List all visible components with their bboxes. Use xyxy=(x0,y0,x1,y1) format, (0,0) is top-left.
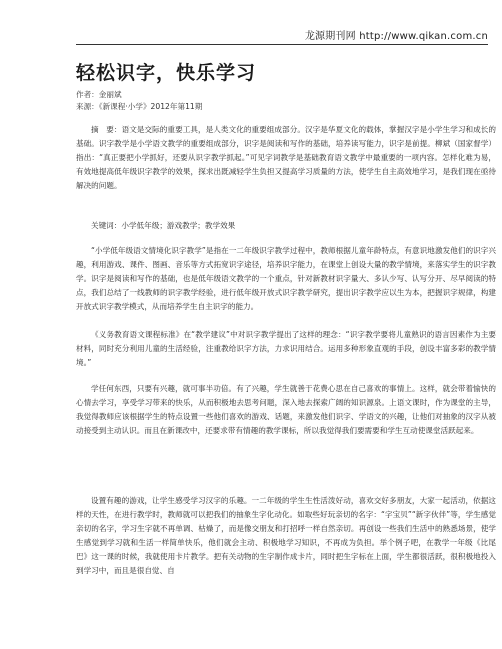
body-paragraph-4 xyxy=(76,494,496,578)
paragraph-text: 《义务教育语文课程标准》在“教学建议”中对识字教学提出了这样的理念：“识字教学要将儿童熟识的语言因素作为主要材料，同时充分利用儿童的生活经验，注重教给识字方法，力求识用结合。运用多种形象直观的手段，创设丰富多彩的教学情境。” xyxy=(76,330,496,367)
header-divider xyxy=(76,44,488,45)
body-paragraph-3 xyxy=(76,382,496,438)
body-paragraph-1 xyxy=(76,244,496,314)
site-header[interactable]: 龙源期刊网 http://www.qikan.com.cn xyxy=(304,31,488,42)
article-source: 来源：《新课程·小学》2012年第11期 xyxy=(76,102,203,111)
paragraph-text: “小学低年级语文情境化识字教学”是指在一二年级识字教学过程中，教师根据儿童年龄特点，有意识地激发他们的识字兴趣，利用游戏、课件、图画、音乐等方式拓宽识字途径，培养识字能力，在课堂上创设大量的教学情境，来落实学生的识字教学。识字是阅读和写作的基础，也是低年级语文教学的一个重点，针对新教材识字量大、多认少写、认写分开、尽早阅读的特点，我们总结了一线教师的识字教学经验，进行低年级开放式识字教学研究，提出识字教学应以生为本，把握识字规律，构建开放式识字教学模式，从而培养学生自主识字的能力。 xyxy=(76,246,496,311)
paragraph-text: 学任何东西，只要有兴趣，就可事半功倍。有了兴趣，学生就善于花费心思在自己喜欢的事情上。这样，就会带着愉快的心情去学习，享受学习带来的快乐，从而积极地去思考问题，深入地去探索广阔的知识源泉。上语文课时，作为课堂的主导，我觉得教师应该根据学生的特点设置一些他们喜欢的游戏、话题，来激发他们识字、学语文的兴趣，让他们对抽象的汉字从被动接受到主动认识。而且在新课改中，还要求带有情趣的教学课标，所以我觉得我们要需要和学生互动使课堂活跃起来。 xyxy=(76,384,496,435)
abstract-text: 摘 要：语文是交际的重要工具，是人类文化的重要组成部分。汉字是华夏文化的载体，掌握汉字是小学生学习和成长的基础。识字教学是小学语文教学的重要组成部分，识字是阅读和写作的基础，培养读写能力，识字是前提。柳斌（国家督学）指出：“真正要把小学抓好，还要从识字教学抓起。”可见字词教学是基础教育语文教学中最重要的一项内容。怎样化难为易，有效地提高低年级识字教学的效果，探求出既减轻学生负担又提高学习质量的方法，使学生自主高效地学习，是我们现在亟待解决的问题。 xyxy=(76,125,496,190)
article-title: 轻松识字，快乐学习 xyxy=(76,62,257,84)
paragraph-text: 设置有趣的游戏，让学生感受学习汉字的乐趣。一二年级的学生生性活泼好动，喜欢交好多朋友，大家一起活动，依据这样的天性，在进行教学时，教师就可以把我们的抽象生字化动化。如取些好玩亲切的名字：“字宝贝”“新字伙伴”等，学生感觉亲切的名字，学习生字就不再单调、枯燥了，而是像交朋友和打招呼一样自然亲切。再创设一些我们生活中的熟悉场景，使学生感觉到学习就和生活一样简单快乐，他们就会主动、积极地学习知识，不再成为负担。举个例子吧，在教学一年级《比尾巴》这一课的时候，我就使用卡片教学。把有关动物的生字制作成卡片，同时把生字标在上面，学生都很活跃，很积极地投入到学习中，而且是很自觉、自 xyxy=(76,496,496,575)
article-author: 作者：金丽斌 xyxy=(76,90,122,99)
keywords-text: 关键词：小学低年级；游戏教学；教学效果 xyxy=(91,221,236,230)
keywords-section xyxy=(76,219,496,233)
body-paragraph-2 xyxy=(76,328,496,370)
abstract-section xyxy=(76,123,496,193)
